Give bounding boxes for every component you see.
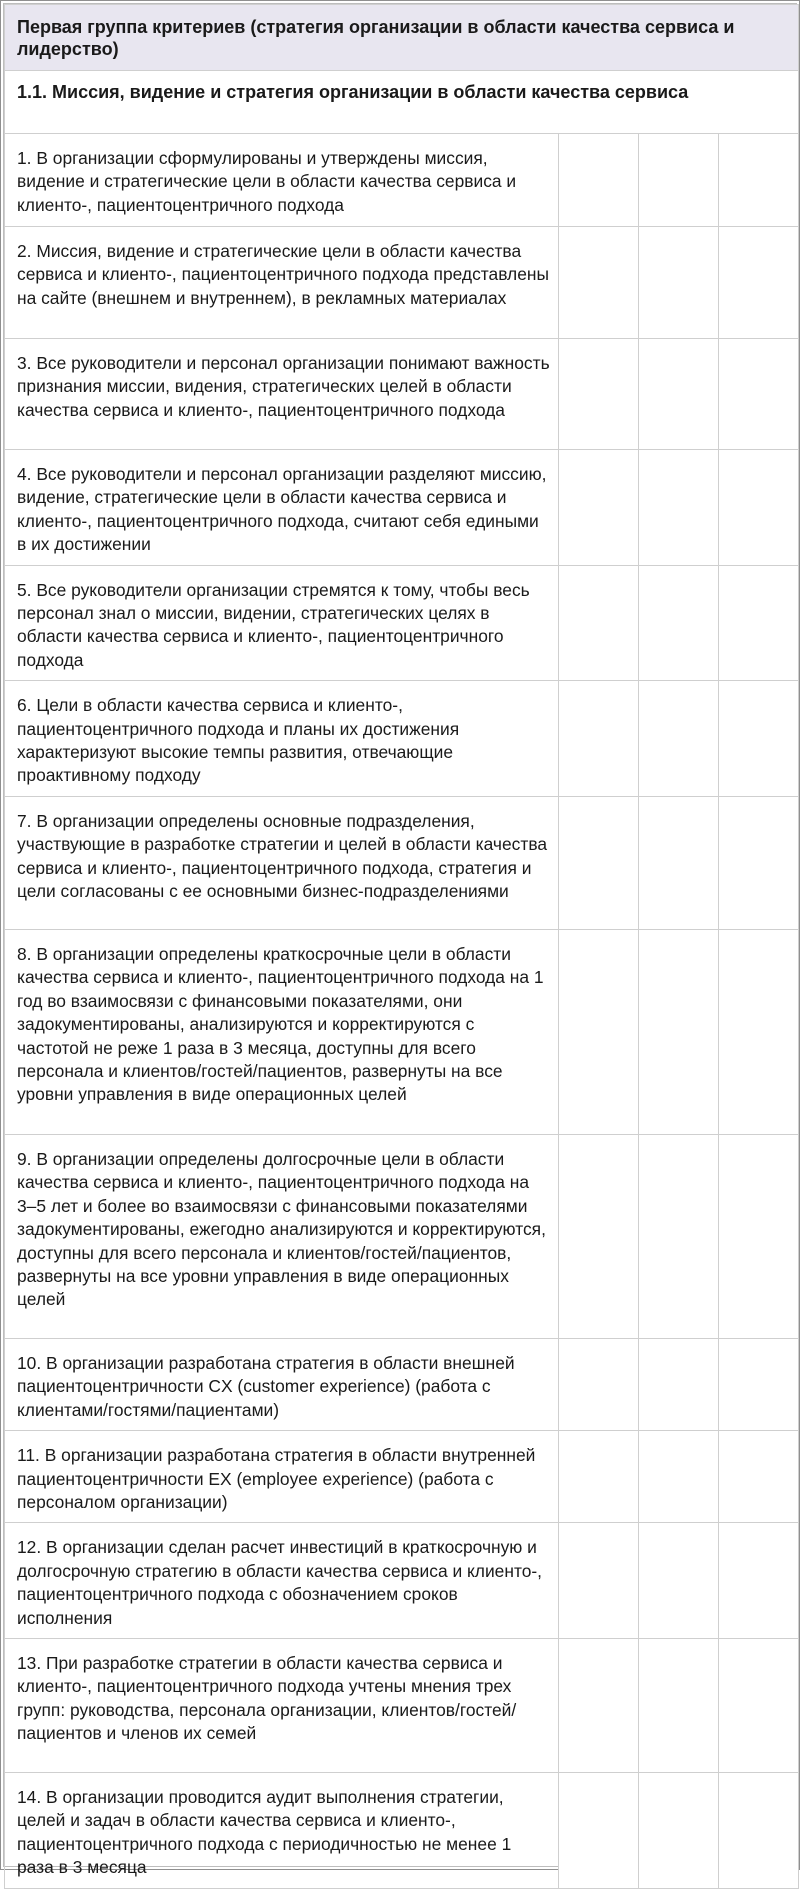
criterion-text: 3. Все руководители и персонал организации понимают важность признания миссии, видения, стратегических целей в области качества сервиса и клиенто-, пациентоцентричного подхода: [5, 339, 559, 450]
table-row: [5, 134, 799, 227]
score-cell[interactable]: [559, 565, 639, 681]
score-cell[interactable]: [719, 796, 799, 929]
score-cell[interactable]: [719, 565, 799, 681]
score-cell[interactable]: [639, 565, 719, 681]
criterion-text: 5. Все руководители организации стремятся к тому, чтобы весь персонал знал о миссии, видении, стратегических целях в области качества сервиса и клиенто-, пациентоцентричного подхода: [5, 565, 559, 681]
score-cell[interactable]: [719, 929, 799, 1134]
score-cell[interactable]: [559, 1638, 639, 1772]
score-cell[interactable]: [559, 1134, 639, 1338]
table-row: [5, 1638, 799, 1772]
score-cell[interactable]: [559, 339, 639, 450]
criterion-text: 13. При разработке стратегии в области качества сервиса и клиенто-, пациентоцентричного подхода учтены мнения трех групп: руководства, персонала организации, клиентов/гостей/пациентов и членов их семей: [5, 1638, 559, 1772]
criterion-text: 11. В организации разработана стратегия в области внутренней пациентоцентричности EX (employee experience) (работа с персоналом организации): [5, 1431, 559, 1523]
score-cell[interactable]: [719, 227, 799, 339]
score-cell[interactable]: [639, 450, 719, 566]
score-cell[interactable]: [559, 1772, 639, 1888]
criterion-text: 9. В организации определены долгосрочные цели в области качества сервиса и клиенто-, пациентоцентричного подхода на 3–5 лет и более во взаимосвязи с финансовыми показателями задокументированы, ежегодно анализируются и корректируются, доступны для всего персонала и клиентов/гостей/пациентов, развернуты на все уровни управления в виде операционных целей: [5, 1134, 559, 1338]
table-row: [5, 1772, 799, 1888]
table-row: [5, 1134, 799, 1338]
criterion-text: 10. В организации разработана стратегия в области внешней пациентоцентричности CX (customer experience) (работа с клиентами/гостями/пациентами): [5, 1338, 559, 1430]
table-row: [5, 1523, 799, 1639]
section-title: 1.1. Миссия, видение и стратегия организации в области качества сервиса: [5, 71, 799, 134]
table-row: [5, 227, 799, 339]
score-cell[interactable]: [559, 796, 639, 929]
score-cell[interactable]: [639, 796, 719, 929]
score-cell[interactable]: [639, 134, 719, 227]
score-cell[interactable]: [639, 1523, 719, 1639]
table-row: [5, 929, 799, 1134]
score-cell[interactable]: [719, 1523, 799, 1639]
score-cell[interactable]: [639, 1338, 719, 1430]
group-header-row: [5, 5, 799, 71]
score-cell[interactable]: [559, 1431, 639, 1523]
table-row: [5, 1431, 799, 1523]
score-cell[interactable]: [719, 1338, 799, 1430]
score-cell[interactable]: [559, 450, 639, 566]
document-inner-border: [3, 3, 797, 1878]
score-cell[interactable]: [639, 681, 719, 797]
score-cell[interactable]: [639, 929, 719, 1134]
score-cell[interactable]: [559, 681, 639, 797]
score-cell[interactable]: [559, 1523, 639, 1639]
score-cell[interactable]: [639, 339, 719, 450]
criterion-text: 1. В организации сформулированы и утверждены миссия, видение и стратегические цели в области качества сервиса и клиенто-, пациентоцентричного подхода: [5, 134, 559, 227]
criterion-text: 14. В организации проводится аудит выполнения стратегии, целей и задач в области качества сервиса и клиенто-, пациентоцентричного подхода с периодичностью не менее 1 раза в 3 месяца: [5, 1772, 559, 1888]
score-cell[interactable]: [639, 1134, 719, 1338]
score-cell[interactable]: [559, 227, 639, 339]
criterion-text: 7. В организации определены основные подразделения, участвующие в разработке стратегии и целей в области качества сервиса и клиенто-, пациентоцентричного подхода, стратегия и цели согласованы с ее основными бизнес-подразделениями: [5, 796, 559, 929]
score-cell[interactable]: [719, 339, 799, 450]
table-row: [5, 796, 799, 929]
group-title: Первая группа критериев (стратегия организации в области качества сервиса и лидерство): [5, 5, 799, 71]
criteria-table: [4, 4, 799, 1889]
score-cell[interactable]: [719, 681, 799, 797]
score-cell[interactable]: [719, 450, 799, 566]
score-cell[interactable]: [639, 227, 719, 339]
score-cell[interactable]: [639, 1638, 719, 1772]
criterion-text: 4. Все руководители и персонал организации разделяют миссию, видение, стратегические цели в области качества сервиса и клиенто-, пациентоцентричного подхода, считают себя едиными в их достижении: [5, 450, 559, 566]
table-row: [5, 339, 799, 450]
score-cell[interactable]: [639, 1772, 719, 1888]
score-cell[interactable]: [639, 1431, 719, 1523]
score-cell[interactable]: [559, 929, 639, 1134]
table-row: [5, 450, 799, 566]
score-cell[interactable]: [719, 1638, 799, 1772]
score-cell[interactable]: [559, 1338, 639, 1430]
table-row: [5, 565, 799, 681]
criterion-text: 8. В организации определены краткосрочные цели в области качества сервиса и клиенто-, пациентоцентричного подхода на 1 год во взаимосвязи с финансовыми показателями, они задокументированы, анализируются и корректируются с частотой не реже 1 раза в 3 месяца, доступны для всего персонала и клиентов/гостей/пациентов, развернуты на все уровни управления в виде операционных целей: [5, 929, 559, 1134]
criterion-text: 12. В организации сделан расчет инвестиций в краткосрочную и долгосрочную стратегию в области качества сервиса и клиенто-, пациентоцентричного подхода с обозначением сроков исполнения: [5, 1523, 559, 1639]
table-row: [5, 681, 799, 797]
criterion-text: 6. Цели в области качества сервиса и клиенто-, пациентоцентричного подхода и планы их достижения характеризуют высокие темпы развития, отвечающие проактивному подходу: [5, 681, 559, 797]
score-cell[interactable]: [719, 1772, 799, 1888]
score-cell[interactable]: [719, 1134, 799, 1338]
score-cell[interactable]: [559, 134, 639, 227]
section-header-row: [5, 71, 799, 134]
score-cell[interactable]: [719, 134, 799, 227]
score-cell[interactable]: [719, 1431, 799, 1523]
criterion-text: 2. Миссия, видение и стратегические цели в области качества сервиса и клиенто-, пациентоцентричного подхода представлены на сайте (внешнем и внутреннем), в рекламных материалах: [5, 227, 559, 339]
table-row: [5, 1338, 799, 1430]
